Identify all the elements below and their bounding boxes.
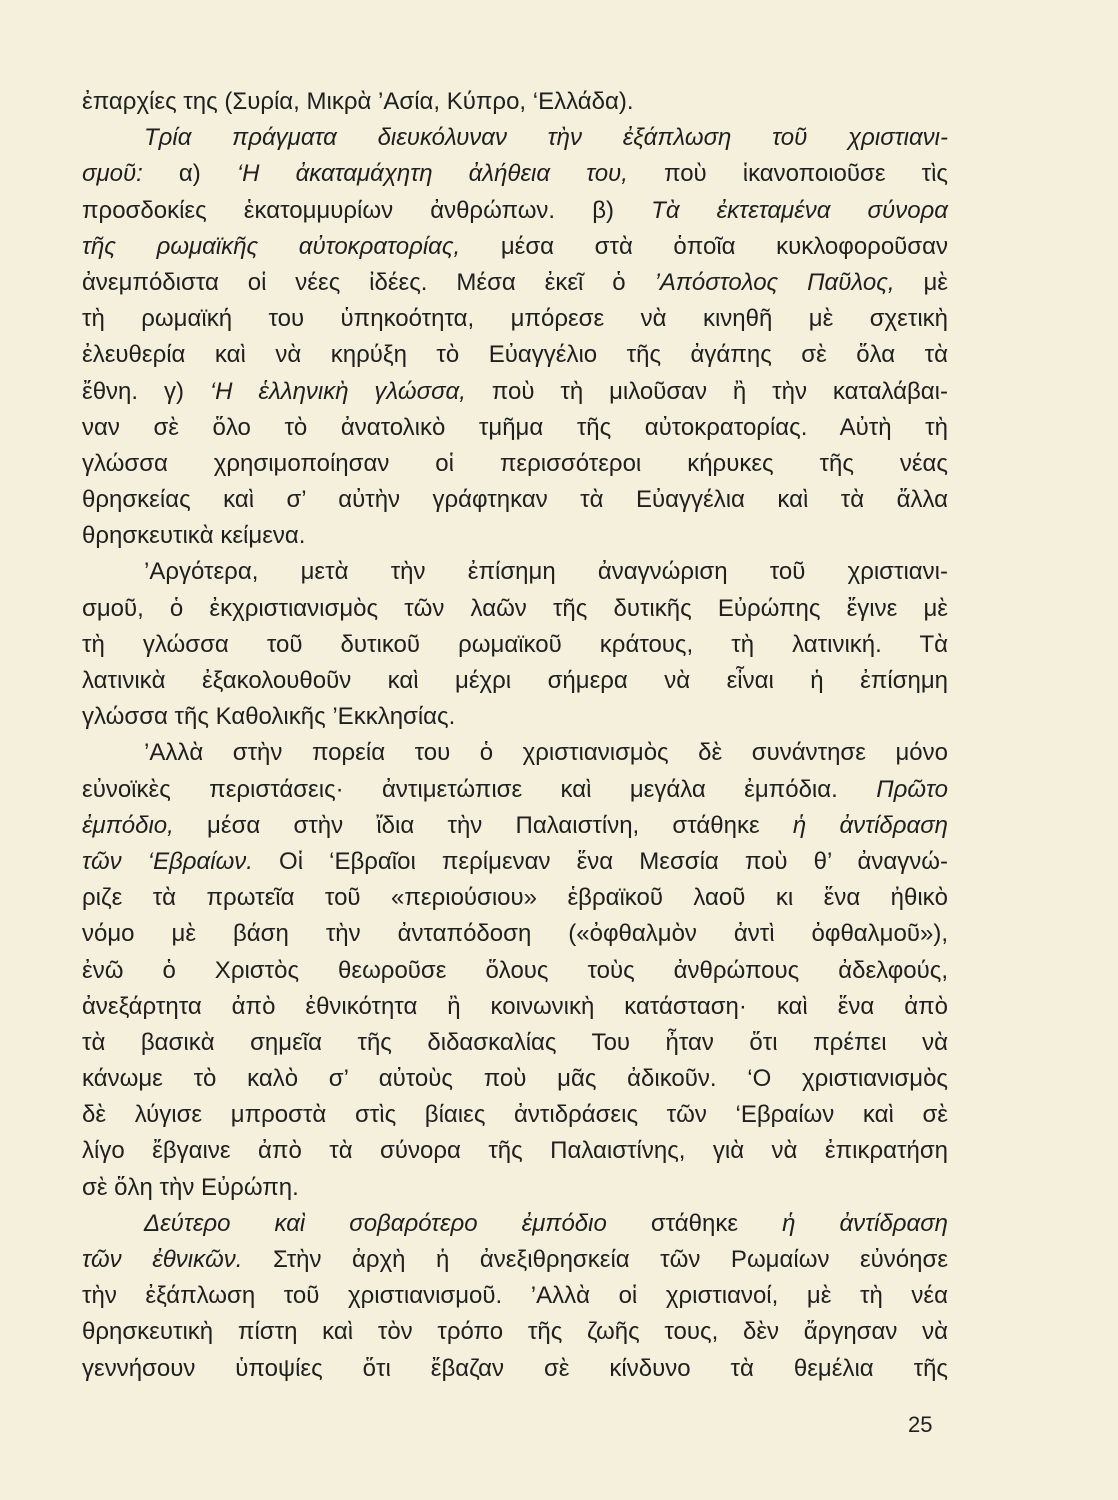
text-line [82,337,948,373]
text-line [82,844,948,880]
italic-text-segment: Πρῶτο [876,775,948,803]
text-segment: προσδοκίες ἑκατομμυρίων ἀνθρώπων. β) [82,196,652,224]
text-segment: ’Αργότερα, μετὰ τὴν ἐπίσημη ἀναγνώριση τοῦ χριστιανι- [144,558,948,586]
text-line [82,1170,948,1206]
text-line [82,699,948,735]
text-segment: τὰ βασικὰ σημεῖα τῆς διδασκαλίας Του ἦταν ὅτι πρέπει νὰ [82,1028,948,1056]
text-line [82,446,948,482]
text-line [82,156,948,192]
text-line [82,518,948,554]
text-line [82,193,948,229]
italic-text-segment: τῶν ‘Εβραίων. [82,847,253,875]
text-line [82,772,948,808]
text-segment: γλώσσα χρησιμοποίησαν οἱ περισσότεροι κήρυκες τῆς νέας [82,449,948,477]
text-segment: ναν σὲ ὅλο τὸ ἀνατολικὸ τμῆμα τῆς αὐτοκρατορίας. Αὐτὴ τὴ [82,413,948,441]
text-segment: νόμο μὲ βάση τὴν ἀνταπόδοση («ὀφθαλμὸν ἀντὶ ὀφθαλμοῦ»), [82,920,948,948]
text-line [82,1242,948,1278]
text-segment: α) [142,160,237,188]
italic-text-segment: Τὰ ἐκτεταμένα σύνορα [651,196,948,224]
text-line [82,120,948,156]
italic-text-segment: ἡ ἀντίδραση [782,1209,949,1237]
text-line [82,880,948,916]
text-line [82,374,948,410]
text-segment: ἀνεξάρτητα ἀπὸ ἐθνικότητα ἢ κοινωνικὴ κατάσταση· καὶ ἕνα ἀπὸ [82,992,948,1020]
italic-text-segment: ἐμπόδιο, [82,811,174,839]
italic-text-segment: ‘Η ἑλληνικὴ γλώσσα, [209,377,466,405]
text-segment: ριζε τὰ πρωτεῖα τοῦ «περιούσιου» ἑβραϊκοῦ λαοῦ κι ἕνα ἠθικὸ [82,884,948,912]
text-segment: σμοῦ, ὁ ἐκχριστιανισμὸς τῶν λαῶν τῆς δυτικῆς Εὐρώπης ἔγινε μὲ [82,594,948,622]
italic-text-segment: ’Απόστολος Παῦλος, [654,268,895,296]
italic-text-segment: Τρία πράγματα διευκόλυναν τὴν ἐξάπλωση τοῦ χριστιανι- [144,124,948,152]
text-segment: ’Αλλὰ στὴν πορεία του ὁ χριστιανισμὸς δὲ συνάντησε μόνο [144,739,948,767]
text-line [82,1061,948,1097]
text-segment: Οἱ ‘Εβραῖοι περίμεναν ἕνα Μεσσία ποὺ θ’ ἀναγνώ- [252,847,949,875]
text-line [82,84,948,120]
text-segment: μέσα στὴν ἴδια τὴν Παλαιστίνη, στάθηκε [173,811,793,839]
text-segment: λίγο ἔβγαινε ἀπὸ τὰ σύνορα τῆς Παλαιστίνης, γιὰ νὰ ἐπικρατήση [82,1137,948,1165]
text-line [82,916,948,952]
text-line [82,808,948,844]
text-segment: Στὴν ἀρχὴ ἡ ἀνεξιθρησκεία τῶν Ρωμαίων εὐνόησε [242,1246,949,1273]
text-line [82,735,948,771]
text-line [82,627,948,663]
text-segment: κάνωμε τὸ καλὸ σ’ αὐτοὺς ποὺ μᾶς ἀδικοῦν. ‘Ο χριστιανισμὸς [82,1065,948,1093]
text-segment: στάθηκε [606,1209,783,1237]
text-segment: τὴ ρωμαϊκή του ὑπηκοότητα, μπόρεσε νὰ κινηθῆ μὲ σχετικὴ [82,305,948,333]
text-segment: μὲ [894,268,948,296]
italic-text-segment: τῆς ρωμαϊκῆς αὐτοκρατορίας, [82,232,461,260]
text-segment: ποὺ τὴ μιλοῦσαν ἢ τὴν καταλάβαι- [465,377,949,405]
text-line [82,229,948,265]
text-line [82,1133,948,1169]
text-line [82,1097,948,1133]
page-number: 25 [908,1412,933,1437]
text-line [82,301,948,337]
text-segment: τὴν ἐξάπλωση τοῦ χριστιανισμοῦ. ’Αλλὰ οἱ χριστιανοί, μὲ τὴ νέα [82,1282,948,1310]
text-line [82,1314,948,1350]
text-segment: δὲ λύγισε μπροστὰ στὶς βίαιες ἀντιδράσεις τῶν ‘Εβραίων καὶ σὲ [82,1101,948,1129]
text-line [82,554,948,590]
text-segment: θρησκευτικὴ πίστη καὶ τὸν τρόπο τῆς ζωῆς τους, δὲν ἄργησαν νὰ [82,1318,948,1346]
text-segment: τὴ γλώσσα τοῦ δυτικοῦ ρωμαϊκοῦ κράτους, τὴ λατινική. Τὰ [82,630,948,658]
text-line [82,953,948,989]
text-line [82,1025,948,1061]
body-text [82,84,948,1387]
text-segment: θρησκευτικὰ κείμενα. [82,522,306,550]
text-segment: σὲ ὅλη τὴν Εὐρώπη. [82,1173,299,1201]
text-segment: ποὺ ἱκανοποιοῦσε τὶς [627,160,948,188]
text-segment: ἐπαρχίες της (Συρία, Μικρὰ ’Ασία, Κύπρο, ‘Ελλάδα). [82,88,634,115]
text-line [82,410,948,446]
text-segment: ἀνεμπόδιστα οἱ νέες ἰδέες. Μέσα ἐκεῖ ὁ [82,268,655,296]
text-segment: θρησκείας καὶ σ’ αὐτὴν γράφτηκαν τὰ Εὐαγγέλια καὶ τὰ ἄλλα [82,486,948,514]
text-line [82,591,948,627]
text-segment: γεννήσουν ὑποψίες ὅτι ἔβαζαν σὲ κίνδυνο τὰ θεμέλια τῆς [82,1354,948,1382]
text-line [82,1351,948,1387]
italic-text-segment: Δεύτερο καὶ σοβαρότερο ἐμπόδιο [144,1209,607,1237]
text-line [82,989,948,1025]
italic-text-segment: ἡ ἀντίδραση [792,811,949,839]
text-line [82,663,948,699]
text-line [82,265,948,301]
text-segment: εὐνοϊκὲς περιστάσεις· ἀντιμετώπισε καὶ μεγάλα ἐμπόδια. [82,775,877,803]
italic-text-segment: τῶν ἐθνικῶν. [82,1246,243,1273]
text-segment: ἐνῶ ὁ Χριστὸς θεωροῦσε ὅλους τοὺς ἀνθρώπους ἀδελφούς, [82,956,948,984]
text-segment: ἔθνη. γ) [82,377,210,405]
text-line [82,482,948,518]
text-segment: λατινικὰ ἐξακολουθοῦν καὶ μέχρι σήμερα νὰ εἶναι ἡ ἐπίσημη [82,667,948,694]
text-line [82,1278,948,1314]
text-line [82,1206,948,1242]
text-segment: γλώσσα τῆς Καθολικῆς ’Εκκλησίας. [82,703,456,731]
text-segment: μέσα στὰ ὁποῖα κυκλοφοροῦσαν [460,232,948,260]
text-segment: ἐλευθερία καὶ νὰ κηρύξη τὸ Εὐαγγέλιο τῆς ἀγάπης σὲ ὅλα τὰ [82,341,948,369]
italic-text-segment: σμοῦ: [82,160,143,188]
italic-text-segment: ‘Η ἀκαταμάχητη ἀλήθεια του, [236,160,628,188]
